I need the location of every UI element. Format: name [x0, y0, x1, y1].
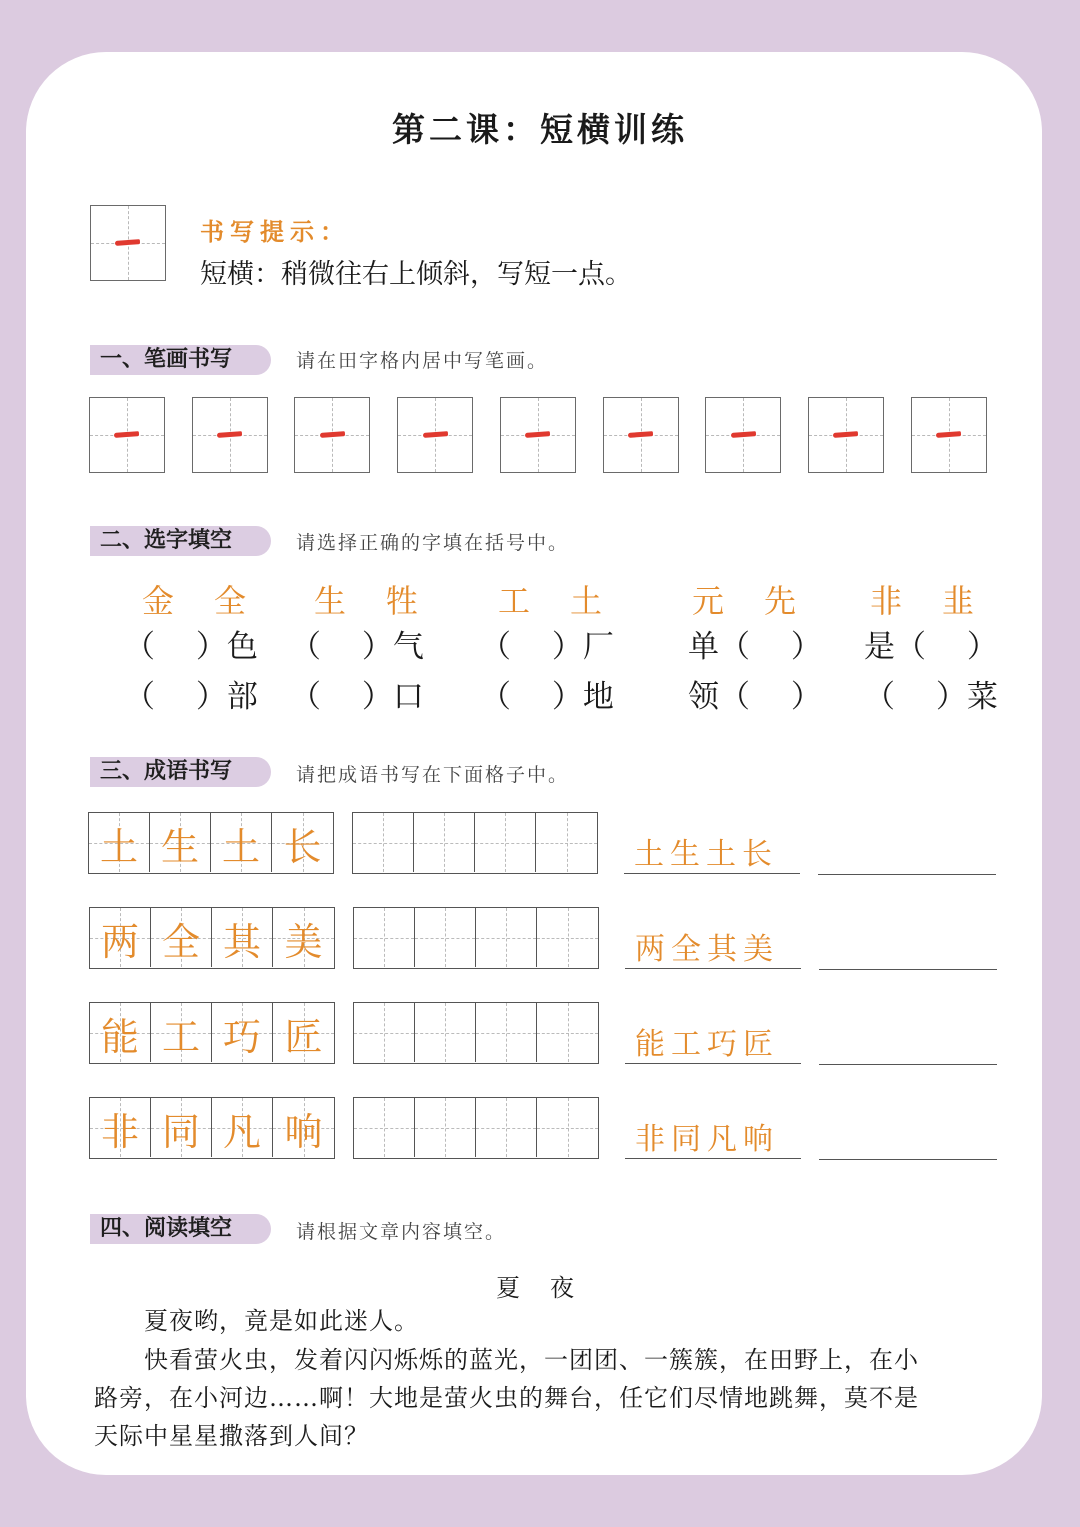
idiom-char: 生	[160, 825, 199, 869]
practice-cell[interactable]	[354, 908, 415, 967]
fill-blank-item[interactable]: （ ）口	[290, 679, 424, 715]
section2-instruction: 请选择正确的字填在括号中。	[296, 532, 570, 554]
fill-blank-item[interactable]: （ ）菜	[864, 679, 998, 715]
story-paragraph: 天际中星星撒落到人间？	[94, 1422, 369, 1450]
idiom-char: 土	[221, 825, 260, 869]
fill-blank-item[interactable]: （ ）地	[480, 679, 614, 715]
idiom-char: 长	[283, 825, 322, 869]
idiom-model-box	[89, 907, 335, 969]
option-char: 非	[870, 582, 903, 620]
idiom-answer-line: 非同凡响	[625, 1125, 801, 1159]
stroke-practice-cell[interactable]	[911, 397, 987, 473]
idiom-blank-line[interactable]	[819, 1125, 997, 1160]
practice-cell[interactable]	[537, 1098, 598, 1157]
short-horizontal-stroke	[217, 431, 242, 438]
practice-cell[interactable]	[415, 908, 476, 967]
practice-cell[interactable]	[475, 813, 536, 872]
idiom-answer-line: 两全其美	[625, 935, 801, 969]
stroke-practice-cell[interactable]	[500, 397, 576, 473]
fill-blank-item[interactable]: 是（ ）	[864, 629, 998, 665]
stroke-practice-cell[interactable]	[397, 397, 473, 473]
tip-text: 短横：稍微往右上倾斜，写短一点。	[200, 259, 632, 290]
short-horizontal-stroke	[730, 431, 755, 438]
idiom-char: 响	[284, 1110, 323, 1154]
idiom-practice-box[interactable]	[353, 907, 599, 969]
idiom-practice-box[interactable]	[353, 1002, 599, 1064]
section1-label: 一、笔画书写	[90, 345, 271, 375]
practice-cell[interactable]	[415, 1003, 476, 1062]
practice-cell[interactable]	[354, 1003, 415, 1062]
idiom-practice-box[interactable]	[352, 812, 598, 874]
idiom-model-box	[89, 1002, 335, 1064]
idiom-char: 两	[100, 920, 139, 964]
short-horizontal-stroke	[422, 431, 447, 438]
idiom-cell	[273, 1098, 334, 1157]
idiom-cell	[151, 1098, 212, 1157]
short-horizontal-stroke	[628, 431, 653, 438]
short-horizontal-stroke	[936, 431, 961, 438]
idiom-model-box	[89, 1097, 335, 1159]
idiom-cell	[272, 813, 333, 872]
practice-cell[interactable]	[476, 908, 537, 967]
example-cell	[90, 205, 166, 281]
section4-label: 四、阅读填空	[90, 1214, 271, 1244]
idiom-char: 美	[284, 920, 323, 964]
practice-cell[interactable]	[476, 1098, 537, 1157]
idiom-blank-line[interactable]	[819, 1030, 997, 1065]
idiom-char: 土	[99, 825, 138, 869]
stroke-practice-cell[interactable]	[705, 397, 781, 473]
fill-blank-item[interactable]: （ ）部	[124, 679, 258, 715]
option-char: 先	[764, 582, 797, 620]
option-char: 金	[142, 582, 175, 620]
idiom-char: 工	[161, 1015, 200, 1059]
story-paragraph: 快看萤火虫，发着闪闪烁烁的蓝光，一团团、一簇簇，在田野上，在小	[144, 1346, 919, 1374]
stroke-practice-cell[interactable]	[89, 397, 165, 473]
page-title: 第二课：短横训练	[392, 110, 688, 149]
option-char: 生	[314, 582, 347, 620]
idiom-char: 匠	[284, 1015, 323, 1059]
idiom-answer-line: 能工巧匠	[625, 1030, 801, 1064]
idiom-blank-line[interactable]	[819, 935, 997, 970]
idiom-cell	[273, 1003, 334, 1062]
idiom-cell	[212, 908, 273, 967]
story-paragraph: 路旁，在小河边……啊！大地是萤火虫的舞台，任它们尽情地跳舞，莫不是	[94, 1384, 919, 1412]
practice-cell[interactable]	[537, 1003, 598, 1062]
section1-instruction: 请在田字格内居中写笔画。	[296, 350, 549, 372]
idiom-char: 全	[161, 920, 200, 964]
practice-cell[interactable]	[354, 1098, 415, 1157]
idiom-blank-line[interactable]	[818, 840, 996, 875]
idiom-practice-box[interactable]	[353, 1097, 599, 1159]
short-horizontal-stroke	[115, 239, 140, 246]
idiom-char: 巧	[222, 1015, 261, 1059]
option-char: 土	[570, 582, 603, 620]
idiom-char: 能	[100, 1015, 139, 1059]
short-horizontal-stroke	[320, 431, 345, 438]
short-horizontal-stroke	[833, 431, 858, 438]
option-char: 韭	[942, 582, 975, 620]
idiom-cell	[151, 908, 212, 967]
idiom-cell	[211, 813, 272, 872]
option-char: 全	[214, 582, 247, 620]
story-title: 夏夜	[496, 1274, 604, 1302]
fill-blank-item[interactable]: 领（ ）	[688, 679, 822, 715]
idiom-model-box	[88, 812, 334, 874]
idiom-char: 同	[161, 1110, 200, 1154]
idiom-cell	[90, 1003, 151, 1062]
idiom-char: 凡	[222, 1110, 261, 1154]
practice-cell[interactable]	[536, 813, 597, 872]
section3-instruction: 请把成语书写在下面格子中。	[296, 764, 570, 786]
idiom-cell	[212, 1003, 273, 1062]
idiom-cell	[90, 1098, 151, 1157]
short-horizontal-stroke	[525, 431, 550, 438]
section2-label: 二、选字填空	[90, 526, 271, 556]
stroke-practice-cell[interactable]	[192, 397, 268, 473]
idiom-cell	[273, 908, 334, 967]
idiom-char: 非	[100, 1110, 139, 1154]
idiom-answer-line: 土生土长	[624, 840, 800, 874]
tip-heading: 书写提示：	[200, 217, 350, 246]
idiom-cell	[151, 1003, 212, 1062]
practice-cell[interactable]	[353, 813, 414, 872]
story-paragraph: 夏夜哟，竟是如此迷人。	[144, 1307, 419, 1335]
section4-instruction: 请根据文章内容填空。	[296, 1221, 507, 1243]
fill-blank-item[interactable]: （ ）厂	[480, 629, 614, 665]
option-char: 牲	[386, 582, 419, 620]
idiom-char: 其	[222, 920, 261, 964]
practice-cell[interactable]	[415, 1098, 476, 1157]
option-char: 工	[498, 582, 531, 620]
practice-cell[interactable]	[476, 1003, 537, 1062]
idiom-cell	[150, 813, 211, 872]
fill-blank-item[interactable]: 单（ ）	[688, 629, 822, 665]
section3-label: 三、成语书写	[90, 757, 271, 787]
practice-cell[interactable]	[414, 813, 475, 872]
stroke-practice-cell[interactable]	[294, 397, 370, 473]
fill-blank-item[interactable]: （ ）色	[124, 629, 258, 665]
idiom-cell	[90, 908, 151, 967]
practice-cell[interactable]	[537, 908, 598, 967]
fill-blank-item[interactable]: （ ）气	[290, 629, 424, 665]
idiom-cell	[89, 813, 150, 872]
option-char: 元	[692, 582, 725, 620]
stroke-practice-cell[interactable]	[603, 397, 679, 473]
stroke-practice-cell[interactable]	[808, 397, 884, 473]
short-horizontal-stroke	[114, 431, 139, 438]
idiom-cell	[212, 1098, 273, 1157]
